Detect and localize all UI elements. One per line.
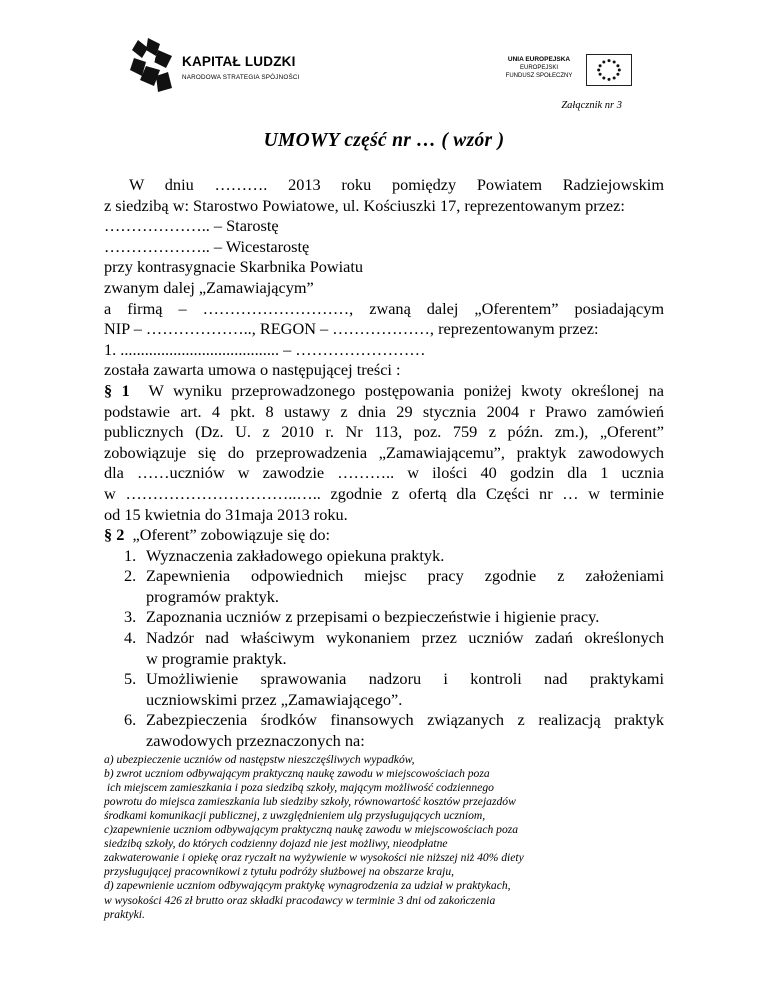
list-item-number: 5. <box>124 669 137 689</box>
list-item <box>124 546 664 567</box>
note-line: c)zapewnienie uczniom odbywającym praktyczną naukę zawodu w miejscowościach poza <box>104 823 519 837</box>
section-1-line-2: podstawie art. 4 pkt. 8 ustawy z dnia 29 stycznia 2004 r Prawo zamówień <box>104 401 664 421</box>
contract-body <box>104 175 664 922</box>
list-item <box>124 710 664 751</box>
note-line: przysługującej pracownikowi z tytułu podróży służbowej na obszarze kraju, <box>104 865 455 879</box>
list-item-line: w programie praktyk. <box>146 648 287 668</box>
financing-notes <box>104 753 664 922</box>
agreement-line: została zawarta umowa o następującej treści : <box>104 360 401 380</box>
logo-title: KAPITAŁ LUDZKI <box>182 54 296 69</box>
list-item-line: Nadzór nad właściwym wykonaniem przez uczniów zadań określonych <box>146 628 664 648</box>
section-1-line-3: publicznych (Dz. U. z 2010 r. Nr 113, poz. 759 z późn. zm.), „Oferent” <box>104 422 664 442</box>
list-item-number: 6. <box>124 710 137 730</box>
nip-regon-line: NIP – ……………….., REGON – ………………, reprezentowanym przez: <box>104 319 599 339</box>
intro-line-2: z siedzibą w: Starostwo Powiatowe, ul. Kościuszki 17, reprezentowanym przez: <box>104 195 625 215</box>
list-item-text <box>146 669 664 710</box>
note-line: a) ubezpieczenie uczniów od następstw nieszczęśliwych wypadków, <box>104 752 415 766</box>
note-line: powrotu do miejsca zamieszkania lub siedziby szkoły, równowartość kosztów przejazdów <box>104 794 516 808</box>
list-item-number: 4. <box>124 628 137 648</box>
list-item-line: Wyznaczenia zakładowego opiekuna praktyk. <box>146 545 445 565</box>
eu-line-1: UNIA EUROPEJSKA <box>507 56 571 63</box>
note-line: siedzibą szkoły, do których codzienny dojazd nie jest możliwy, nieodpłatne <box>104 837 448 851</box>
section-1-line-7: od 15 kwietnia do 31maja 2013 roku. <box>104 504 348 524</box>
list-item-line: Zapoznania uczniów z przepisami o bezpieczeństwie i higienie pracy. <box>146 607 600 627</box>
section-1-line-5: dla ……uczniów w zawodzie ……….. w ilości 40 godzin dla 1 ucznia <box>104 463 664 483</box>
list-item-line: uczniowskimi przez „Zamawiającego”. <box>146 689 403 709</box>
list-item-line: zawodowych przeznaczonych na: <box>146 731 365 751</box>
list-item-text <box>146 607 664 628</box>
list-item-text <box>146 628 664 669</box>
wicestarosta-line: ……………….. – Wicestarostę <box>104 236 310 256</box>
note-line: ich miejscem zamieszkania i poza siedzibą szkoły, mającym możliwość codziennego <box>104 780 494 794</box>
list-item-line: Zapewnienia odpowiednich miejsc pracy zgodnie z założeniami <box>146 566 664 586</box>
section-1-first: W wyniku przeprowadzonego postępowania poniżej kwoty określonej na <box>148 380 664 400</box>
list-item-number: 3. <box>124 607 137 627</box>
section-1-line-1 <box>104 381 664 402</box>
list-item <box>124 628 664 669</box>
note-line: środkami komunikacji publicznej, z uwzględnieniem ulg przysługujących uczniom, <box>104 809 486 822</box>
intro-line-1: W dniu ………. 2013 roku pomiędzy Powiatem Radziejowskim <box>129 175 664 194</box>
list-item <box>124 607 664 628</box>
list-item-number: 1. <box>124 545 137 565</box>
section-1-mark: § 1 <box>104 380 130 400</box>
list-item-text <box>146 710 664 751</box>
list-item-line: programów praktyk. <box>146 586 279 606</box>
eu-logo <box>496 50 636 100</box>
list-item-line: Umożliwienie sprawowania nadzoru i kontroli nad praktykami <box>146 669 664 689</box>
section-1-line-4: zobowiązuje się do przeprowadzenia „Zamawiającemu”, praktyk zawodowych <box>104 442 664 462</box>
kapital-ludzki-emblem-icon <box>128 36 178 96</box>
note-line: praktyki. <box>104 907 145 921</box>
eu-line-2: EUROPEJSKI <box>519 65 558 71</box>
starosta-line: ……………….. – Starostę <box>104 216 279 236</box>
list-item-text <box>146 546 664 567</box>
eu-line-3: FUNDUSZ SPOŁECZNY <box>505 73 573 79</box>
list-item-line: Zabezpieczenia środków finansowych związanych z realizacją praktyk <box>146 710 664 730</box>
note-line: zakwaterowanie i opiekę oraz ryczałt na wyżywienie w wysokości nie niższej niż 40% diety <box>104 851 524 865</box>
kapital-ludzki-logo <box>128 34 308 100</box>
section-2-first: „Oferent” zobowiązuje się do: <box>132 525 331 545</box>
kontrasygnata-line: przy kontrasygnacie Skarbnika Powiatu <box>104 257 364 277</box>
section-2-mark: § 2 <box>104 525 125 545</box>
representative-line: 1. ....................................... – …………………… <box>104 339 426 359</box>
eu-logo-text <box>496 56 582 80</box>
eu-flag-icon <box>586 54 632 86</box>
note-line: w wysokości 426 zł brutto oraz składki pracodawcy w terminie 3 dni od zakończenia <box>104 893 496 907</box>
zamawiajacy-line: zwanym dalej „Zamawiającym” <box>104 277 314 297</box>
list-item <box>124 566 664 607</box>
note-line: b) zwrot uczniom odbywającym praktyczną naukę zawodu w miejscowościach poza <box>104 766 490 780</box>
oferent-line: a firmą – ………………………, zwaną dalej „Oferentem” posiadającym <box>104 298 664 318</box>
note-line: d) zapewnienie uczniom odbywającym praktykę wynagrodzenia za udział w praktykach, <box>104 879 511 893</box>
section-2-heading <box>104 525 664 546</box>
list-item <box>124 669 664 710</box>
list-item-number: 2. <box>124 566 137 586</box>
section-1-line-6: w …………………………..….. zgodnie z ofertą dla Części nr … w terminie <box>104 483 664 503</box>
document-title: UMOWY część nr … ( wzór ) <box>263 130 505 151</box>
annex-label: Załącznik nr 3 <box>561 100 622 111</box>
logo-subtitle: NARODOWA STRATEGIA SPÓJNOŚCI <box>182 74 300 81</box>
list-item-text <box>146 566 664 607</box>
